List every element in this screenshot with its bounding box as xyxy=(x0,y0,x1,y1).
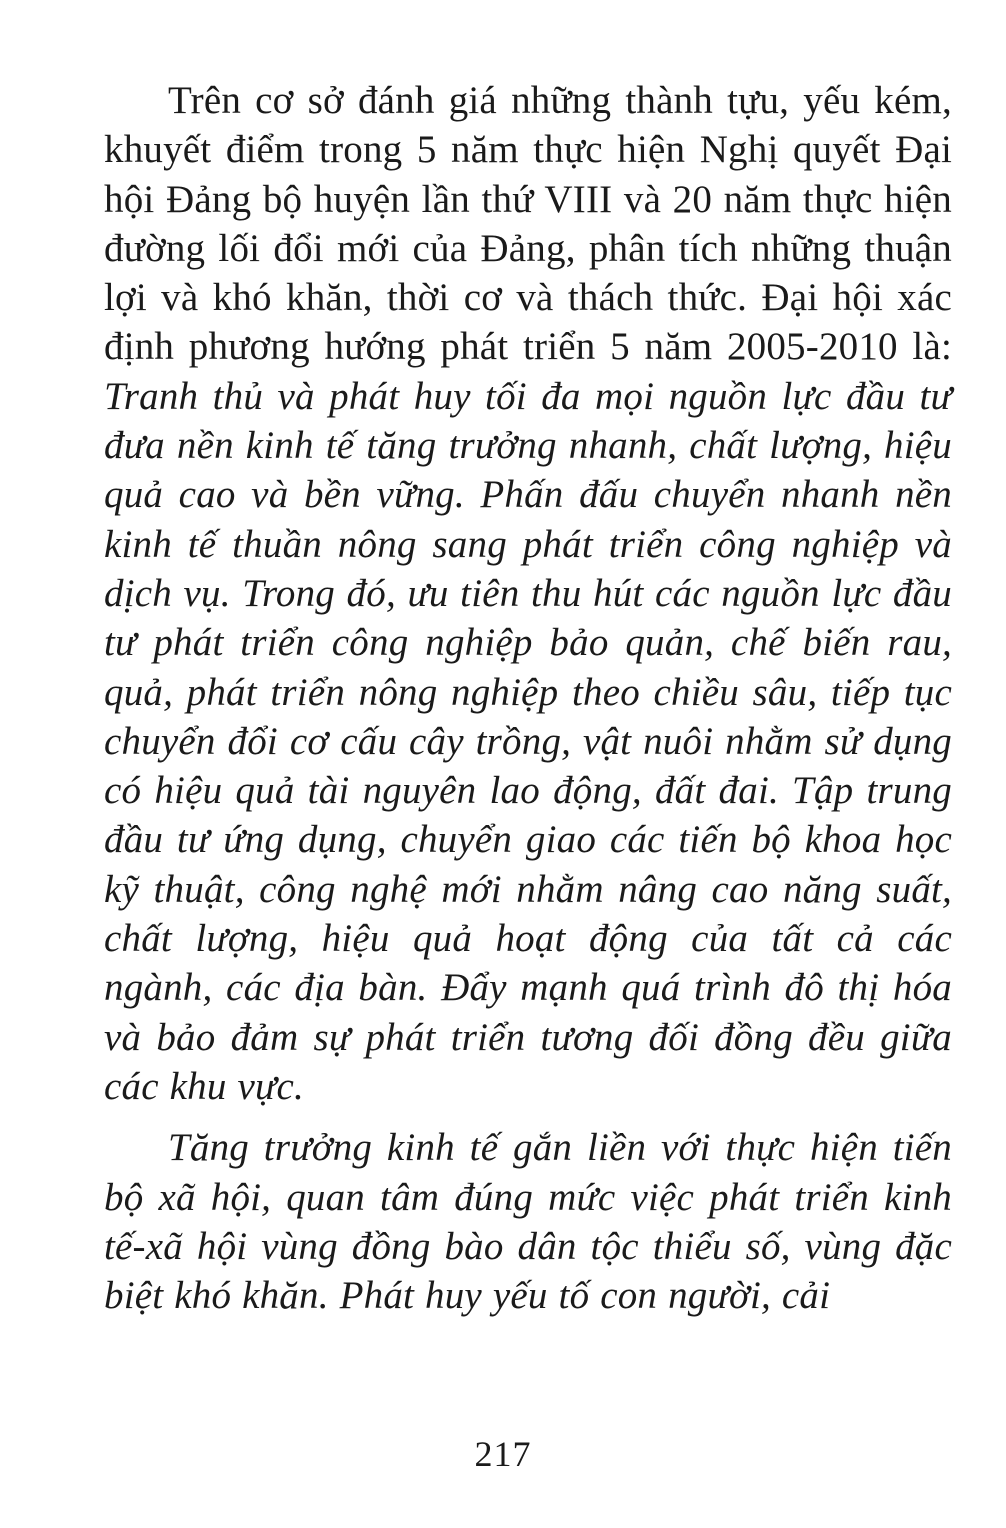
paragraph-2-italic-text: Tăng trưởng kinh tế gắn liền với thực hiện tiến bộ xã hội, quan tâm đúng mức việc phát triển kinh tế-xã hội vùng đồng bào dân tộc thiểu số, vùng đặc biệt khó khăn. Phát huy yếu tố con người, cải xyxy=(104,1126,952,1318)
paragraph-1-italic-text: Tranh thủ và phát huy tối đa mọi nguồn lực đầu tư đưa nền kinh tế tăng trưởng nhanh, chất lượng, hiệu quả cao và bền vững. Phấn đấu chuyển nhanh nền kinh tế thuần nông sang phát triển công nghiệp và dịch vụ. Trong đó, ưu tiên thu hút các nguồn lực đầu tư phát triển công nghiệp bảo quản, chế biến rau, quả, phát triển nông nghiệp theo chiều sâu, tiếp tục chuyển đổi cơ cấu cây trồng, vật nuôi nhằm sử dụng có hiệu quả tài nguyên lao động, đất đai. Tập trung đầu tư ứng dụng, chuyển giao các tiến bộ khoa học kỹ thuật, công nghệ mới nhằm nâng cao năng suất, chất lượng, hiệu quả hoạt động của tất cả các ngành, các địa bàn. Đẩy mạnh quá trình đô thị hóa và bảo đảm sự phát triển tương đối đồng đều giữa các khu vực. xyxy=(104,374,952,1108)
page-body xyxy=(104,76,952,1320)
paragraph-1 xyxy=(104,76,952,1111)
page-number: 217 xyxy=(474,1434,532,1474)
paragraph-1-regular-text: Trên cơ sở đánh giá những thành tựu, yếu kém, khuyết điểm trong 5 năm thực hiện Nghị quyết Đại hội Đảng bộ huyện lần thứ VIII và 20 năm thực hiện đường lối đổi mới của Đảng, phân tích những thuận lợi và khó khăn, thời cơ và thách thức. Đại hội xác định phương hướng phát triển 5 năm 2005-2010 là: xyxy=(104,79,952,369)
paragraph-2 xyxy=(104,1123,952,1320)
